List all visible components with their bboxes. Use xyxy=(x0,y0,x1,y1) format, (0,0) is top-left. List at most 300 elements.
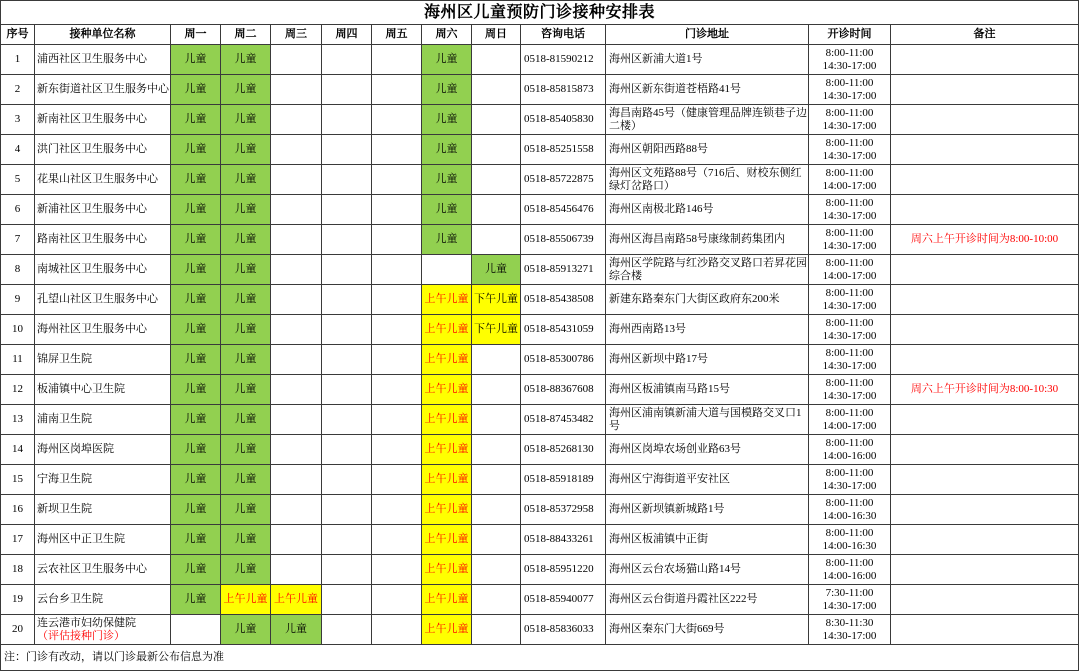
header-mon: 周一 xyxy=(171,25,221,45)
clinic-address: 海州区云台农场猫山路14号 xyxy=(609,563,741,575)
afternoon-hours: 14:30-17:00 xyxy=(822,89,877,102)
phone-number: 0518-85951220 xyxy=(521,555,606,585)
row-number: 4 xyxy=(1,135,35,165)
clinic-address-cell xyxy=(606,165,809,195)
afternoon-hours: 14:30-17:00 xyxy=(822,119,877,132)
unit-name-cell xyxy=(35,195,171,225)
header-sat: 周六 xyxy=(422,25,472,45)
morning-hours: 8:00-11:00 xyxy=(825,76,874,89)
schedule-sun xyxy=(472,615,521,645)
unit-name: 锦屏卫生院 xyxy=(37,353,92,365)
clinic-address-cell xyxy=(606,375,809,405)
schedule-tue: 儿童 xyxy=(221,555,271,585)
schedule-mon: 儿童 xyxy=(171,135,221,165)
morning-hours: 8:00-11:00 xyxy=(825,436,874,449)
clinic-address-cell xyxy=(606,285,809,315)
schedule-mon: 儿童 xyxy=(171,465,221,495)
schedule-thu xyxy=(322,315,372,345)
opening-hours xyxy=(809,165,891,195)
schedule-thu xyxy=(322,45,372,75)
schedule-sun xyxy=(472,435,521,465)
row-number: 9 xyxy=(1,285,35,315)
schedule-wed xyxy=(271,225,322,255)
phone-number: 0518-81590212 xyxy=(521,45,606,75)
schedule-wed: 上午儿童 xyxy=(271,585,322,615)
schedule-thu xyxy=(322,225,372,255)
unit-name-cell xyxy=(35,75,171,105)
schedule-mon: 儿童 xyxy=(171,255,221,285)
clinic-address: 海州区宁海街道平安社区 xyxy=(609,473,730,485)
opening-hours xyxy=(809,375,891,405)
afternoon-hours: 14:00-17:00 xyxy=(822,269,877,282)
schedule-thu xyxy=(322,525,372,555)
schedule-thu xyxy=(322,375,372,405)
phone-number: 0518-85405830 xyxy=(521,105,606,135)
unit-name: 浦南卫生院 xyxy=(37,413,92,425)
schedule-sun xyxy=(472,585,521,615)
schedule-mon: 儿童 xyxy=(171,195,221,225)
schedule-tue: 儿童 xyxy=(221,615,271,645)
schedule-thu xyxy=(322,585,372,615)
row-number: 18 xyxy=(1,555,35,585)
opening-hours xyxy=(809,315,891,345)
clinic-address: 海州区朝阳西路88号 xyxy=(609,143,708,155)
clinic-address: 海昌南路45号（健康管理品牌连锁巷子边二楼） xyxy=(609,106,807,132)
schedule-wed xyxy=(271,435,322,465)
schedule-sat: 儿童 xyxy=(422,165,472,195)
row-number: 6 xyxy=(1,195,35,225)
opening-hours xyxy=(809,585,891,615)
schedule-fri xyxy=(372,615,422,645)
morning-hours: 8:00-11:00 xyxy=(825,556,874,569)
schedule-tue: 儿童 xyxy=(221,405,271,435)
schedule-fri xyxy=(372,435,422,465)
schedule-thu xyxy=(322,165,372,195)
schedule-tue: 儿童 xyxy=(221,495,271,525)
unit-name-cell xyxy=(35,255,171,285)
phone-number: 0518-88433261 xyxy=(521,525,606,555)
unit-name-cell xyxy=(35,465,171,495)
schedule-sun xyxy=(472,525,521,555)
schedule-tue: 儿童 xyxy=(221,105,271,135)
schedule-wed xyxy=(271,285,322,315)
clinic-address-cell xyxy=(606,525,809,555)
schedule-sun: 下午儿童 xyxy=(472,285,521,315)
schedule-mon: 儿童 xyxy=(171,555,221,585)
morning-hours: 8:00-11:00 xyxy=(825,406,874,419)
row-number: 1 xyxy=(1,45,35,75)
phone-number: 0518-85431059 xyxy=(521,315,606,345)
phone-number: 0518-85836033 xyxy=(521,615,606,645)
unit-name: 连云港市妇幼保健院 xyxy=(37,616,136,629)
remark xyxy=(891,525,1079,555)
schedule-tue: 儿童 xyxy=(221,195,271,225)
unit-name-cell xyxy=(35,375,171,405)
afternoon-hours: 14:30-17:00 xyxy=(822,389,877,402)
schedule-thu xyxy=(322,105,372,135)
clinic-address: 海州区南极北路146号 xyxy=(609,203,714,215)
clinic-address: 海州区海昌南路58号康缘制药集团内 xyxy=(609,233,785,245)
schedule-fri xyxy=(372,195,422,225)
afternoon-hours: 14:30-17:00 xyxy=(822,59,877,72)
unit-name-cell xyxy=(35,225,171,255)
unit-name: 新浦社区卫生服务中心 xyxy=(37,203,147,215)
schedule-sat: 上午儿童 xyxy=(422,285,472,315)
morning-hours: 8:00-11:00 xyxy=(825,346,874,359)
schedule-sun xyxy=(472,165,521,195)
opening-hours xyxy=(809,435,891,465)
schedule-wed xyxy=(271,495,322,525)
schedule-tue: 儿童 xyxy=(221,165,271,195)
opening-hours xyxy=(809,495,891,525)
phone-number: 0518-85722875 xyxy=(521,165,606,195)
opening-hours xyxy=(809,255,891,285)
schedule-tue: 儿童 xyxy=(221,225,271,255)
schedule-tue: 儿童 xyxy=(221,75,271,105)
header-no: 序号 xyxy=(1,25,35,45)
unit-name: 海州区岗埠医院 xyxy=(37,443,114,455)
schedule-mon: 儿童 xyxy=(171,105,221,135)
schedule-fri xyxy=(372,225,422,255)
schedule-fri xyxy=(372,45,422,75)
clinic-address: 海州区学院路与红沙路交叉路口若昇花园综合楼 xyxy=(609,256,807,282)
clinic-address-cell xyxy=(606,45,809,75)
schedule-tue: 儿童 xyxy=(221,345,271,375)
schedule-fri xyxy=(372,315,422,345)
morning-hours: 8:00-11:00 xyxy=(825,466,874,479)
row-number: 10 xyxy=(1,315,35,345)
opening-hours xyxy=(809,105,891,135)
phone-number: 0518-88367608 xyxy=(521,375,606,405)
schedule-thu xyxy=(322,465,372,495)
afternoon-hours: 14:00-16:30 xyxy=(822,509,877,522)
schedule-sat: 上午儿童 xyxy=(422,405,472,435)
afternoon-hours: 14:00-17:00 xyxy=(822,419,877,432)
phone-number: 0518-85251558 xyxy=(521,135,606,165)
schedule-thu xyxy=(322,495,372,525)
schedule-fri xyxy=(372,405,422,435)
morning-hours: 8:00-11:00 xyxy=(825,316,874,329)
unit-name-cell xyxy=(35,525,171,555)
remark xyxy=(891,315,1079,345)
morning-hours: 8:00-11:00 xyxy=(825,496,874,509)
header-tue: 周二 xyxy=(221,25,271,45)
opening-hours xyxy=(809,345,891,375)
remark xyxy=(891,435,1079,465)
schedule-thu xyxy=(322,75,372,105)
schedule-sat: 儿童 xyxy=(422,135,472,165)
clinic-address-cell xyxy=(606,585,809,615)
remark xyxy=(891,585,1079,615)
schedule-mon: 儿童 xyxy=(171,225,221,255)
morning-hours: 8:00-11:00 xyxy=(825,226,874,239)
schedule-sat: 儿童 xyxy=(422,225,472,255)
unit-name-cell xyxy=(35,495,171,525)
schedule-tue: 儿童 xyxy=(221,45,271,75)
schedule-fri xyxy=(372,495,422,525)
phone-number: 0518-85372958 xyxy=(521,495,606,525)
unit-name: 宁海卫生院 xyxy=(37,473,92,485)
schedule-wed xyxy=(271,45,322,75)
row-number: 11 xyxy=(1,345,35,375)
afternoon-hours: 14:00-16:00 xyxy=(822,449,877,462)
morning-hours: 8:00-11:00 xyxy=(825,256,874,269)
morning-hours: 8:00-11:00 xyxy=(825,526,874,539)
schedule-tue: 儿童 xyxy=(221,285,271,315)
clinic-address-cell xyxy=(606,225,809,255)
row-number: 2 xyxy=(1,75,35,105)
afternoon-hours: 14:30-17:00 xyxy=(822,479,877,492)
clinic-address: 海州区新坝镇新城路1号 xyxy=(609,503,725,515)
schedule-mon: 儿童 xyxy=(171,45,221,75)
clinic-address: 海州区云台街道丹霞社区222号 xyxy=(609,593,758,605)
page-title: 海州区儿童预防门诊接种安排表 xyxy=(1,1,1079,25)
unit-name-cell xyxy=(35,165,171,195)
row-number: 3 xyxy=(1,105,35,135)
schedule-sat: 上午儿童 xyxy=(422,525,472,555)
row-number: 12 xyxy=(1,375,35,405)
row-number: 5 xyxy=(1,165,35,195)
row-number: 20 xyxy=(1,615,35,645)
clinic-address: 海州区文苑路88号（716后、财校东侧红绿灯岔路口） xyxy=(609,166,802,192)
schedule-sat: 儿童 xyxy=(422,195,472,225)
schedule-mon: 儿童 xyxy=(171,165,221,195)
header-sun: 周日 xyxy=(472,25,521,45)
remark xyxy=(891,105,1079,135)
schedule-fri xyxy=(372,165,422,195)
row-number: 14 xyxy=(1,435,35,465)
schedule-mon: 儿童 xyxy=(171,345,221,375)
header-hours: 开诊时间 xyxy=(809,25,891,45)
header-unit-name: 接种单位名称 xyxy=(35,25,171,45)
header-thu: 周四 xyxy=(322,25,372,45)
unit-name-cell xyxy=(35,585,171,615)
schedule-wed xyxy=(271,405,322,435)
schedule-tue: 儿童 xyxy=(221,465,271,495)
schedule-sun xyxy=(472,75,521,105)
schedule-thu xyxy=(322,285,372,315)
schedule-fri xyxy=(372,255,422,285)
unit-name: 洪门社区卫生服务中心 xyxy=(37,143,147,155)
morning-hours: 8:00-11:00 xyxy=(825,106,874,119)
opening-hours xyxy=(809,45,891,75)
clinic-address: 海州区板浦镇中正街 xyxy=(609,533,708,545)
schedule-sat: 儿童 xyxy=(422,105,472,135)
schedule-wed xyxy=(271,375,322,405)
schedule-sun xyxy=(472,465,521,495)
morning-hours: 8:00-11:00 xyxy=(825,166,874,179)
phone-number: 0518-85268130 xyxy=(521,435,606,465)
schedule-mon: 儿童 xyxy=(171,405,221,435)
remark xyxy=(891,465,1079,495)
schedule-sun xyxy=(472,225,521,255)
schedule-mon xyxy=(171,615,221,645)
schedule-thu xyxy=(322,615,372,645)
schedule-wed xyxy=(271,525,322,555)
clinic-address: 海州区新浦大道1号 xyxy=(609,53,703,65)
remark xyxy=(891,255,1079,285)
schedule-sat: 上午儿童 xyxy=(422,585,472,615)
unit-name-cell xyxy=(35,135,171,165)
clinic-address: 海州区新坝中路17号 xyxy=(609,353,708,365)
schedule-wed xyxy=(271,465,322,495)
clinic-address-cell xyxy=(606,555,809,585)
schedule-mon: 儿童 xyxy=(171,285,221,315)
morning-hours: 8:00-11:00 xyxy=(825,136,874,149)
schedule-tue: 儿童 xyxy=(221,435,271,465)
schedule-thu xyxy=(322,555,372,585)
schedule-tue: 上午儿童 xyxy=(221,585,271,615)
unit-name: 海州区中正卫生院 xyxy=(37,533,125,545)
unit-name: 南城社区卫生服务中心 xyxy=(37,263,147,275)
phone-number: 0518-85300786 xyxy=(521,345,606,375)
clinic-address: 海州区秦东门大街669号 xyxy=(609,623,725,635)
opening-hours xyxy=(809,615,891,645)
clinic-address: 新建东路秦东门大街区政府东200米 xyxy=(609,293,780,305)
afternoon-hours: 14:00-16:30 xyxy=(822,539,877,552)
unit-name-cell xyxy=(35,285,171,315)
unit-name-cell xyxy=(35,555,171,585)
schedule-fri xyxy=(372,555,422,585)
schedule-tue: 儿童 xyxy=(221,315,271,345)
afternoon-hours: 14:30-17:00 xyxy=(822,329,877,342)
morning-hours: 8:30-11:30 xyxy=(825,616,874,629)
unit-name-cell xyxy=(35,105,171,135)
schedule-sat xyxy=(422,255,472,285)
remark xyxy=(891,135,1079,165)
schedule-sun xyxy=(472,555,521,585)
afternoon-hours: 14:30-17:00 xyxy=(822,599,877,612)
afternoon-hours: 14:30-17:00 xyxy=(822,359,877,372)
clinic-address: 海州区新东街道苍梧路41号 xyxy=(609,83,741,95)
header-address: 门诊地址 xyxy=(606,25,809,45)
unit-name: 板浦镇中心卫生院 xyxy=(37,383,125,395)
remark xyxy=(891,615,1079,645)
opening-hours xyxy=(809,135,891,165)
schedule-wed xyxy=(271,345,322,375)
morning-hours: 8:00-11:00 xyxy=(825,376,874,389)
clinic-address-cell xyxy=(606,435,809,465)
schedule-thu xyxy=(322,255,372,285)
phone-number: 0518-87453482 xyxy=(521,405,606,435)
clinic-address-cell xyxy=(606,105,809,135)
schedule-wed xyxy=(271,315,322,345)
unit-name-cell xyxy=(35,315,171,345)
clinic-address-cell xyxy=(606,135,809,165)
schedule-sat: 上午儿童 xyxy=(422,495,472,525)
schedule-sun xyxy=(472,405,521,435)
schedule-thu xyxy=(322,135,372,165)
phone-number: 0518-85438508 xyxy=(521,285,606,315)
schedule-mon: 儿童 xyxy=(171,75,221,105)
schedule-tue: 儿童 xyxy=(221,135,271,165)
schedule-fri xyxy=(372,585,422,615)
clinic-address: 海州区岗埠农场创业路63号 xyxy=(609,443,741,455)
schedule-thu xyxy=(322,405,372,435)
schedule-tue: 儿童 xyxy=(221,375,271,405)
schedule-fri xyxy=(372,375,422,405)
schedule-sun xyxy=(472,345,521,375)
afternoon-hours: 14:30-17:00 xyxy=(822,209,877,222)
schedule-sat: 上午儿童 xyxy=(422,345,472,375)
remark xyxy=(891,285,1079,315)
clinic-address: 海州西南路13号 xyxy=(609,323,686,335)
clinic-address-cell xyxy=(606,315,809,345)
opening-hours xyxy=(809,555,891,585)
schedule-fri xyxy=(372,285,422,315)
afternoon-hours: 14:00-17:00 xyxy=(822,179,877,192)
schedule-wed xyxy=(271,195,322,225)
remark: 周六上午开诊时间为8:00-10:00 xyxy=(891,225,1079,255)
schedule-mon: 儿童 xyxy=(171,375,221,405)
morning-hours: 8:00-11:00 xyxy=(825,196,874,209)
unit-name: 孔望山社区卫生服务中心 xyxy=(37,293,158,305)
row-number: 19 xyxy=(1,585,35,615)
schedule-sun: 儿童 xyxy=(472,255,521,285)
schedule-mon: 儿童 xyxy=(171,495,221,525)
remark xyxy=(891,345,1079,375)
schedule-thu xyxy=(322,435,372,465)
afternoon-hours: 14:00-16:00 xyxy=(822,569,877,582)
schedule-sun xyxy=(472,135,521,165)
phone-number: 0518-85940077 xyxy=(521,585,606,615)
clinic-address-cell xyxy=(606,195,809,225)
morning-hours: 8:00-11:00 xyxy=(825,286,874,299)
header-remark: 备注 xyxy=(891,25,1079,45)
clinic-address: 海州区浦南镇新浦大道与国模路交叉口1号 xyxy=(609,406,802,432)
remark xyxy=(891,405,1079,435)
schedule-mon: 儿童 xyxy=(171,435,221,465)
remark xyxy=(891,555,1079,585)
unit-name: 新东街道社区卫生服务中心 xyxy=(37,83,169,95)
unit-name-cell xyxy=(35,345,171,375)
schedule-thu xyxy=(322,195,372,225)
unit-name-note: （评估接种门诊） xyxy=(37,629,125,642)
unit-name: 云农社区卫生服务中心 xyxy=(37,563,147,575)
clinic-address-cell xyxy=(606,465,809,495)
unit-name: 新坝卫生院 xyxy=(37,503,92,515)
schedule-fri xyxy=(372,525,422,555)
schedule-sun xyxy=(472,45,521,75)
morning-hours: 7:30-11:00 xyxy=(825,586,874,599)
row-number: 13 xyxy=(1,405,35,435)
phone-number: 0518-85506739 xyxy=(521,225,606,255)
schedule-sun: 下午儿童 xyxy=(472,315,521,345)
schedule-sun xyxy=(472,195,521,225)
clinic-address-cell xyxy=(606,615,809,645)
remark xyxy=(891,45,1079,75)
afternoon-hours: 14:30-17:00 xyxy=(822,299,877,312)
unit-name: 花果山社区卫生服务中心 xyxy=(37,173,158,185)
row-number: 8 xyxy=(1,255,35,285)
opening-hours xyxy=(809,285,891,315)
schedule-fri xyxy=(372,345,422,375)
schedule-sat: 上午儿童 xyxy=(422,315,472,345)
unit-name-cell xyxy=(35,615,171,645)
schedule-fri xyxy=(372,135,422,165)
schedule-tue: 儿童 xyxy=(221,525,271,555)
schedule-fri xyxy=(372,105,422,135)
schedule-wed xyxy=(271,165,322,195)
opening-hours xyxy=(809,195,891,225)
afternoon-hours: 14:30-17:00 xyxy=(822,239,877,252)
phone-number: 0518-85815873 xyxy=(521,75,606,105)
afternoon-hours: 14:30-17:00 xyxy=(822,629,877,642)
schedule-fri xyxy=(372,75,422,105)
schedule-thu xyxy=(322,345,372,375)
schedule-sat: 儿童 xyxy=(422,75,472,105)
schedule-wed xyxy=(271,255,322,285)
